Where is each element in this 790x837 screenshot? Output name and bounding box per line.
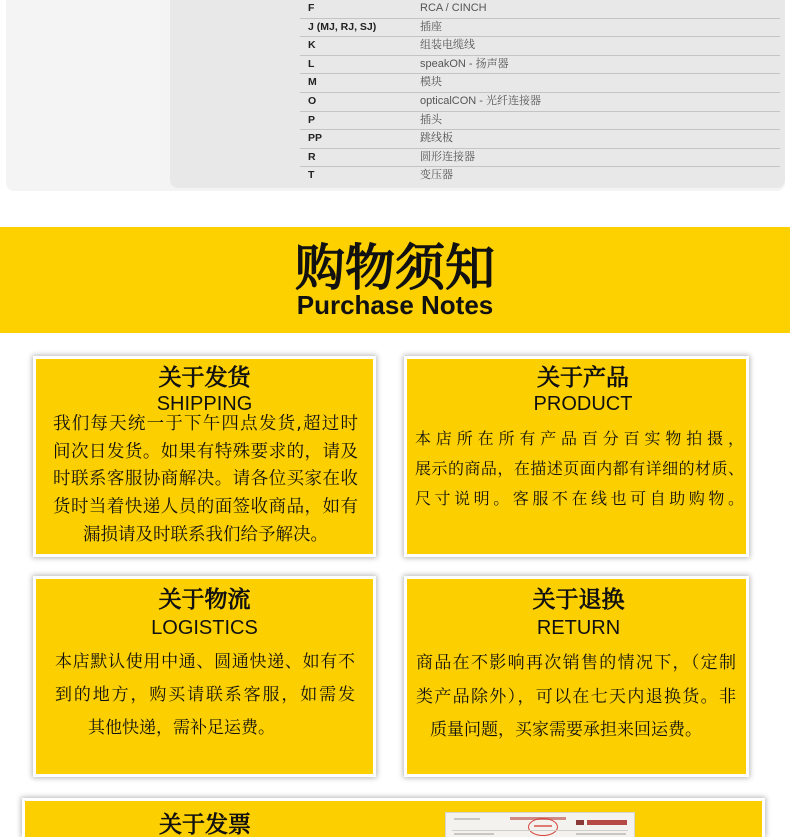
card-text-line: 商品在不影响再次销售的情况下，（定制 xyxy=(416,653,736,673)
connector-code: F xyxy=(308,2,315,14)
card-text-line: 我们每天统一于下午四点发货,超过时 xyxy=(53,414,358,434)
card-title: 关于退换 xyxy=(532,587,625,613)
card-subtitle: RETURN xyxy=(536,617,621,639)
invoice-rule-line xyxy=(452,830,628,831)
note-card-product xyxy=(404,356,749,557)
connector-description: 组装电缆线 xyxy=(420,39,475,52)
table-row xyxy=(300,167,780,186)
card-text-line: 本店所在所有产品百分百实物拍摄， xyxy=(415,429,744,448)
connector-code: O xyxy=(308,94,317,107)
card-text-line: 本店默认使用中通、圆通快递、如有不 xyxy=(55,651,355,672)
card-text xyxy=(415,424,744,514)
connector-description: 插头 xyxy=(420,113,442,126)
card-text-line: 类产品除外），可以在七天内退换货。非 xyxy=(416,686,736,707)
card-text-line: 货时当着快递人员的面签收商品，如有 xyxy=(53,497,358,518)
invoice-number-digits-mark xyxy=(587,820,627,825)
connector-description: 圆形连接器 xyxy=(420,150,475,163)
connector-code: R xyxy=(308,150,316,163)
table-row xyxy=(300,149,780,168)
invoice-stamp-mark xyxy=(534,825,552,827)
table-row xyxy=(300,112,780,131)
connector-code: PP xyxy=(308,132,323,145)
connector-code: M xyxy=(308,76,317,89)
card-text-line: 时联系客服协商解决。请各位买家在收 xyxy=(53,469,358,490)
connector-description: RCA / CINCH xyxy=(420,2,487,14)
connector-description: 模块 xyxy=(420,76,442,89)
card-text-line: 漏损请及时联系我们给予解决。 xyxy=(83,524,328,545)
note-card-shipping xyxy=(33,356,376,557)
card-text-line: 其他快递，需补足运费。 xyxy=(88,717,275,738)
card-title: 关于产品 xyxy=(537,365,629,391)
card-text-line: 尺寸说明。客服不在线也可自助购物。 xyxy=(415,489,744,508)
note-card-logistics xyxy=(33,576,376,777)
card-text-line: 质量问题，买家需要承担来回运费。 xyxy=(430,720,702,740)
card-subtitle: LOGISTICS xyxy=(151,617,258,639)
connector-code: J (MJ, RJ, SJ) xyxy=(308,20,377,33)
banner-title: 购物须知 xyxy=(295,239,495,297)
connector-type-table xyxy=(300,0,780,186)
table-row xyxy=(300,93,780,112)
connector-description: 插座 xyxy=(420,20,442,33)
card-subtitle: PRODUCT xyxy=(533,393,633,415)
invoice-text-decoration xyxy=(576,833,626,835)
invoice-text-decoration xyxy=(454,833,494,835)
invoice-image xyxy=(445,812,635,837)
table-row xyxy=(300,0,780,19)
connector-description: 变压器 xyxy=(420,169,453,182)
card-text xyxy=(416,647,736,748)
connector-code: P xyxy=(308,113,316,126)
table-row xyxy=(300,56,780,75)
card-title: 关于发货 xyxy=(158,365,251,391)
table-row xyxy=(300,74,780,93)
invoice-stamp xyxy=(528,818,558,836)
card-text xyxy=(53,411,358,550)
note-card-return xyxy=(404,576,749,777)
table-row xyxy=(300,19,780,38)
connector-description: opticalCON - 光纤连接器 xyxy=(420,94,542,107)
table-row xyxy=(300,37,780,56)
invoice-number-mark xyxy=(576,820,584,825)
purchase-notes-banner xyxy=(0,227,790,333)
connector-description: 跳线板 xyxy=(420,132,453,145)
banner-subtitle: Purchase Notes xyxy=(296,290,494,320)
connector-code: L xyxy=(308,57,315,70)
card-text xyxy=(55,646,355,745)
card-title: 关于物流 xyxy=(158,587,251,613)
card-title: 关于发票 xyxy=(159,812,251,837)
card-text-line: 到的地方，购买请联系客服，如需发 xyxy=(55,684,355,705)
connector-description: speakON - 扬声器 xyxy=(420,57,509,70)
table-row xyxy=(300,130,780,149)
note-card-invoice xyxy=(22,798,765,837)
connector-code: K xyxy=(308,39,316,52)
card-text-line: 展示的商品，在描述页面内都有详细的材质、 xyxy=(415,459,744,478)
card-text-line: 间次日发货。如果有特殊要求的，请及 xyxy=(53,441,358,462)
connector-code: T xyxy=(308,169,315,182)
invoice-text-decoration xyxy=(454,818,480,820)
card-subtitle: SHIPPING xyxy=(156,393,253,415)
